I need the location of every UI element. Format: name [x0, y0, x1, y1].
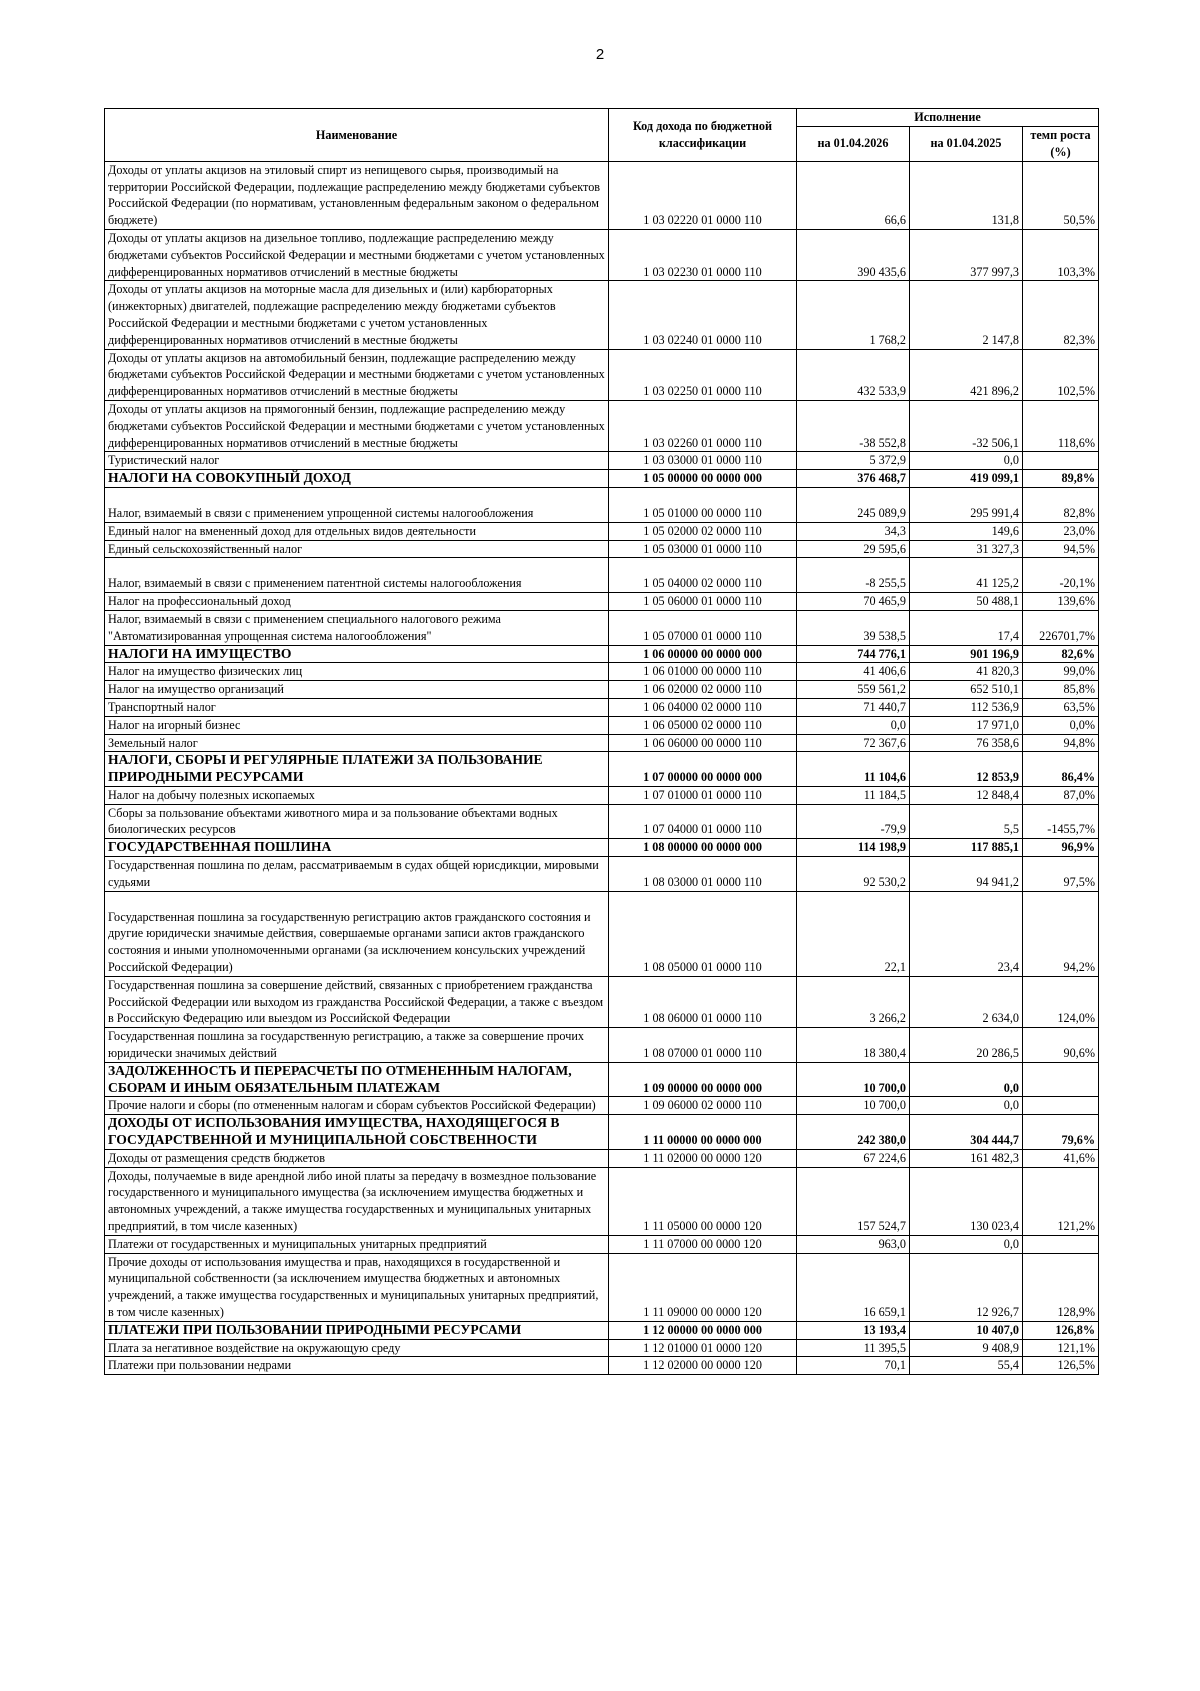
row-name: Налог, взимаемый в связи с применением патентной системы налогообложения	[105, 558, 609, 593]
table-row	[105, 540, 1099, 558]
row-value-2026: 11 395,5	[797, 1339, 910, 1357]
table-row	[105, 1235, 1099, 1253]
table-row	[105, 734, 1099, 752]
row-growth-rate: 139,6%	[1023, 593, 1099, 611]
row-code: 1 03 02220 01 0000 110	[609, 161, 797, 229]
table-row	[105, 1062, 1099, 1097]
row-code: 1 11 02000 00 0000 120	[609, 1149, 797, 1167]
row-value-2025: 5,5	[910, 804, 1023, 839]
row-code: 1 09 00000 00 0000 000	[609, 1062, 797, 1097]
row-value-2025: 31 327,3	[910, 540, 1023, 558]
row-value-2026: -8 255,5	[797, 558, 910, 593]
row-value-2025: 161 482,3	[910, 1149, 1023, 1167]
row-code: 1 06 04000 02 0000 110	[609, 698, 797, 716]
row-name: Доходы от уплаты акцизов на моторные масла для дизельных и (или) карбюраторных (инжекторных) двигателей, подлежащие распределению между бюджетами субъектов Российской Федерации и местными бюджетами с учетом установленных дифференцированных нормативов отчислений в местные бюджеты	[105, 281, 609, 349]
table-row	[105, 1097, 1099, 1115]
row-value-2026: 963,0	[797, 1235, 910, 1253]
table-row	[105, 558, 1099, 593]
row-value-2026: 72 367,6	[797, 734, 910, 752]
row-name: Сборы за пользование объектами животного мира и за пользование объектами водных биологических ресурсов	[105, 804, 609, 839]
row-value-2026: 559 561,2	[797, 681, 910, 699]
row-name: ПЛАТЕЖИ ПРИ ПОЛЬЗОВАНИИ ПРИРОДНЫМИ РЕСУРСАМИ	[105, 1321, 609, 1339]
row-value-2025: 41 820,3	[910, 663, 1023, 681]
row-value-2025: 117 885,1	[910, 839, 1023, 857]
row-name: НАЛОГИ НА СОВОКУПНЫЙ ДОХОД	[105, 470, 609, 488]
row-value-2026: 5 372,9	[797, 452, 910, 470]
row-code: 1 06 06000 00 0000 110	[609, 734, 797, 752]
row-name: Налог на добычу полезных ископаемых	[105, 786, 609, 804]
row-value-2025: 76 358,6	[910, 734, 1023, 752]
row-code: 1 12 02000 00 0000 120	[609, 1357, 797, 1375]
row-code: 1 03 02260 01 0000 110	[609, 400, 797, 451]
row-value-2026: 376 468,7	[797, 470, 910, 488]
row-growth-rate: -1455,7%	[1023, 804, 1099, 839]
row-value-2026: 10 700,0	[797, 1062, 910, 1097]
row-code: 1 08 07000 01 0000 110	[609, 1028, 797, 1063]
row-value-2025: 0,0	[910, 1097, 1023, 1115]
row-name: ЗАДОЛЖЕННОСТЬ И ПЕРЕРАСЧЕТЫ ПО ОТМЕНЕННЫМ НАЛОГАМ, СБОРАМ И ИНЫМ ОБЯЗАТЕЛЬНЫМ ПЛАТЕЖАМ	[105, 1062, 609, 1097]
row-value-2026: 70 465,9	[797, 593, 910, 611]
table-row	[105, 487, 1099, 522]
row-growth-rate: -20,1%	[1023, 558, 1099, 593]
table-row	[105, 281, 1099, 349]
row-code: 1 07 01000 01 0000 110	[609, 786, 797, 804]
table-header	[105, 109, 1099, 162]
row-code: 1 03 02240 01 0000 110	[609, 281, 797, 349]
page-number: 2	[595, 46, 605, 63]
row-value-2026: 10 700,0	[797, 1097, 910, 1115]
table-row	[105, 698, 1099, 716]
table-row	[105, 349, 1099, 400]
row-name: Налог на игорный бизнес	[105, 716, 609, 734]
row-growth-rate: 94,2%	[1023, 891, 1099, 976]
row-value-2025: 131,8	[910, 161, 1023, 229]
row-name: Налог на имущество организаций	[105, 681, 609, 699]
row-value-2025: 0,0	[910, 452, 1023, 470]
row-value-2025: 50 488,1	[910, 593, 1023, 611]
row-growth-rate: 94,8%	[1023, 734, 1099, 752]
table-row	[105, 522, 1099, 540]
row-value-2025: 2 634,0	[910, 976, 1023, 1027]
row-name: Доходы от уплаты акцизов на дизельное топливо, подлежащие распределению между бюджетами субъектов Российской Федерации и местными бюджетами с учетом установленных дифференцированных нормативов отчислений в местные бюджеты	[105, 229, 609, 280]
row-growth-rate: 89,8%	[1023, 470, 1099, 488]
row-value-2026: -38 552,8	[797, 400, 910, 451]
row-code: 1 11 09000 00 0000 120	[609, 1253, 797, 1321]
row-value-2025: 0,0	[910, 1062, 1023, 1097]
row-value-2025: 112 536,9	[910, 698, 1023, 716]
row-value-2026: 157 524,7	[797, 1167, 910, 1235]
row-name: Государственная пошлина по делам, рассматриваемым в судах общей юрисдикции, мировыми судьями	[105, 857, 609, 892]
row-value-2026: 71 440,7	[797, 698, 910, 716]
table-row	[105, 452, 1099, 470]
row-growth-rate: 87,0%	[1023, 786, 1099, 804]
row-code: 1 08 05000 01 0000 110	[609, 891, 797, 976]
row-value-2026: 114 198,9	[797, 839, 910, 857]
row-value-2026: 1 768,2	[797, 281, 910, 349]
row-growth-rate	[1023, 1062, 1099, 1097]
table-row	[105, 716, 1099, 734]
row-growth-rate: 97,5%	[1023, 857, 1099, 892]
row-code: 1 05 02000 02 0000 110	[609, 522, 797, 540]
row-name: Налог, взимаемый в связи с применением упрощенной системы налогообложения	[105, 487, 609, 522]
row-value-2026: 432 533,9	[797, 349, 910, 400]
row-growth-rate: 226701,7%	[1023, 610, 1099, 645]
row-code: 1 11 05000 00 0000 120	[609, 1167, 797, 1235]
row-growth-rate: 99,0%	[1023, 663, 1099, 681]
row-growth-rate: 96,9%	[1023, 839, 1099, 857]
row-name: Прочие налоги и сборы (по отмененным налогам и сборам субъектов Российской Федерации)	[105, 1097, 609, 1115]
table-row	[105, 786, 1099, 804]
row-value-2025: 94 941,2	[910, 857, 1023, 892]
row-name: Доходы от уплаты акцизов на прямогонный бензин, подлежащие распределению между бюджетами субъектов Российской Федерации и местными бюджетами с учетом установленных дифференцированных нормативов отчислений в местные бюджеты	[105, 400, 609, 451]
row-name: Земельный налог	[105, 734, 609, 752]
table-row	[105, 1321, 1099, 1339]
row-name: Государственная пошлина за государственную регистрацию, а также за совершение прочих юридически значимых действий	[105, 1028, 609, 1063]
row-growth-rate: 102,5%	[1023, 349, 1099, 400]
row-value-2026: 16 659,1	[797, 1253, 910, 1321]
row-growth-rate: 63,5%	[1023, 698, 1099, 716]
row-code: 1 11 07000 00 0000 120	[609, 1235, 797, 1253]
row-name: НАЛОГИ НА ИМУЩЕСТВО	[105, 645, 609, 663]
table-row	[105, 891, 1099, 976]
header-execution: Исполнение	[797, 109, 1099, 127]
row-value-2025: 17 971,0	[910, 716, 1023, 734]
table-row	[105, 663, 1099, 681]
row-name: Прочие доходы от использования имущества и прав, находящихся в государственной и муниципальной собственности (за исключением имущества бюджетных и автономных учреждений, а также имущества государственных и муниципальных унитарных предприятий, в том числе казенных)	[105, 1253, 609, 1321]
row-value-2026: 66,6	[797, 161, 910, 229]
row-value-2026: -79,9	[797, 804, 910, 839]
table-row	[105, 976, 1099, 1027]
row-name: Единый сельскохозяйственный налог	[105, 540, 609, 558]
row-name: НАЛОГИ, СБОРЫ И РЕГУЛЯРНЫЕ ПЛАТЕЖИ ЗА ПОЛЬЗОВАНИЕ ПРИРОДНЫМИ РЕСУРСАМИ	[105, 752, 609, 787]
row-value-2025: -32 506,1	[910, 400, 1023, 451]
table-row	[105, 229, 1099, 280]
row-name: Платежи при пользовании недрами	[105, 1357, 609, 1375]
row-value-2026: 34,3	[797, 522, 910, 540]
row-growth-rate: 50,5%	[1023, 161, 1099, 229]
table-row	[105, 857, 1099, 892]
row-value-2025: 2 147,8	[910, 281, 1023, 349]
row-value-2025: 149,6	[910, 522, 1023, 540]
table-row	[105, 839, 1099, 857]
header-growth: темп роста (%)	[1023, 126, 1099, 161]
row-value-2026: 245 089,9	[797, 487, 910, 522]
row-value-2025: 17,4	[910, 610, 1023, 645]
row-code: 1 03 02230 01 0000 110	[609, 229, 797, 280]
row-growth-rate: 94,5%	[1023, 540, 1099, 558]
table-row	[105, 400, 1099, 451]
row-growth-rate: 82,6%	[1023, 645, 1099, 663]
row-name: Единый налог на вмененный доход для отдельных видов деятельности	[105, 522, 609, 540]
row-value-2026: 18 380,4	[797, 1028, 910, 1063]
table-row	[105, 1167, 1099, 1235]
row-value-2026: 0,0	[797, 716, 910, 734]
row-value-2026: 3 266,2	[797, 976, 910, 1027]
row-value-2025: 652 510,1	[910, 681, 1023, 699]
row-value-2025: 55,4	[910, 1357, 1023, 1375]
row-growth-rate: 126,5%	[1023, 1357, 1099, 1375]
row-value-2025: 9 408,9	[910, 1339, 1023, 1357]
row-value-2026: 92 530,2	[797, 857, 910, 892]
row-value-2025: 23,4	[910, 891, 1023, 976]
row-value-2026: 13 193,4	[797, 1321, 910, 1339]
table-row	[105, 593, 1099, 611]
table-row	[105, 1253, 1099, 1321]
row-code: 1 08 06000 01 0000 110	[609, 976, 797, 1027]
row-code: 1 11 00000 00 0000 000	[609, 1115, 797, 1150]
row-code: 1 06 05000 02 0000 110	[609, 716, 797, 734]
table-row	[105, 470, 1099, 488]
row-growth-rate: 118,6%	[1023, 400, 1099, 451]
row-code: 1 07 04000 01 0000 110	[609, 804, 797, 839]
row-code: 1 07 00000 00 0000 000	[609, 752, 797, 787]
row-growth-rate: 103,3%	[1023, 229, 1099, 280]
row-code: 1 05 03000 01 0000 110	[609, 540, 797, 558]
row-code: 1 06 01000 00 0000 110	[609, 663, 797, 681]
table-row	[105, 610, 1099, 645]
row-growth-rate	[1023, 452, 1099, 470]
table-row	[105, 1339, 1099, 1357]
row-value-2025: 304 444,7	[910, 1115, 1023, 1150]
row-name: Туристический налог	[105, 452, 609, 470]
row-name: Плата за негативное воздействие на окружающую среду	[105, 1339, 609, 1357]
row-code: 1 06 00000 00 0000 000	[609, 645, 797, 663]
row-code: 1 03 02250 01 0000 110	[609, 349, 797, 400]
row-value-2026: 29 595,6	[797, 540, 910, 558]
header-name: Наименование	[105, 109, 609, 162]
row-code: 1 05 01000 00 0000 110	[609, 487, 797, 522]
row-value-2026: 11 104,6	[797, 752, 910, 787]
row-value-2025: 41 125,2	[910, 558, 1023, 593]
row-code: 1 05 06000 01 0000 110	[609, 593, 797, 611]
table-row	[105, 1149, 1099, 1167]
table-row	[105, 1115, 1099, 1150]
row-code: 1 08 03000 01 0000 110	[609, 857, 797, 892]
row-value-2025: 12 853,9	[910, 752, 1023, 787]
row-name: Налог на профессиональный доход	[105, 593, 609, 611]
table-row	[105, 804, 1099, 839]
row-name: Платежи от государственных и муниципальных унитарных предприятий	[105, 1235, 609, 1253]
table-row	[105, 681, 1099, 699]
table-body	[105, 161, 1099, 1374]
table-row	[105, 752, 1099, 787]
row-code: 1 03 03000 01 0000 110	[609, 452, 797, 470]
row-growth-rate	[1023, 1097, 1099, 1115]
row-growth-rate: 128,9%	[1023, 1253, 1099, 1321]
row-name: Транспортный налог	[105, 698, 609, 716]
header-date-2026: на 01.04.2026	[797, 126, 910, 161]
header-date-2025: на 01.04.2025	[910, 126, 1023, 161]
row-value-2025: 0,0	[910, 1235, 1023, 1253]
row-name: Государственная пошлина за совершение действий, связанных с приобретением гражданства Российской Федерации или выходом из гражданства Российской Федерации, а также с въездом в Российскую Федерацию или выездом из Российской Федерации	[105, 976, 609, 1027]
row-growth-rate: 86,4%	[1023, 752, 1099, 787]
row-code: 1 05 04000 02 0000 110	[609, 558, 797, 593]
row-value-2026: 390 435,6	[797, 229, 910, 280]
row-growth-rate: 79,6%	[1023, 1115, 1099, 1150]
row-name: Доходы от уплаты акцизов на этиловый спирт из непищевого сырья, производимый на территории Российской Федерации, подлежащие распределению между бюджетами субъектов Российской Федерации (по нормативам, установленным федеральным законом о федеральном бюджете)	[105, 161, 609, 229]
row-name: Налог на имущество физических лиц	[105, 663, 609, 681]
row-code: 1 05 07000 01 0000 110	[609, 610, 797, 645]
row-name: ГОСУДАРСТВЕННАЯ ПОШЛИНА	[105, 839, 609, 857]
row-value-2025: 12 926,7	[910, 1253, 1023, 1321]
row-growth-rate: 41,6%	[1023, 1149, 1099, 1167]
row-growth-rate	[1023, 1235, 1099, 1253]
row-growth-rate: 85,8%	[1023, 681, 1099, 699]
row-value-2025: 901 196,9	[910, 645, 1023, 663]
row-value-2026: 41 406,6	[797, 663, 910, 681]
row-value-2025: 10 407,0	[910, 1321, 1023, 1339]
row-growth-rate: 124,0%	[1023, 976, 1099, 1027]
row-value-2026: 39 538,5	[797, 610, 910, 645]
row-growth-rate: 0,0%	[1023, 716, 1099, 734]
row-name: ДОХОДЫ ОТ ИСПОЛЬЗОВАНИЯ ИМУЩЕСТВА, НАХОДЯЩЕГОСЯ В ГОСУДАРСТВЕННОЙ И МУНИЦИПАЛЬНОЙ СОБСТВЕННОСТИ	[105, 1115, 609, 1150]
row-growth-rate: 121,2%	[1023, 1167, 1099, 1235]
row-value-2025: 377 997,3	[910, 229, 1023, 280]
row-value-2025: 295 991,4	[910, 487, 1023, 522]
row-growth-rate: 121,1%	[1023, 1339, 1099, 1357]
row-value-2026: 22,1	[797, 891, 910, 976]
row-growth-rate: 90,6%	[1023, 1028, 1099, 1063]
row-name: Доходы от уплаты акцизов на автомобильный бензин, подлежащие распределению между бюджетами субъектов Российской Федерации и местными бюджетами с учетом установленных дифференцированных нормативов отчислений в местные бюджеты	[105, 349, 609, 400]
row-value-2025: 419 099,1	[910, 470, 1023, 488]
row-code: 1 12 01000 01 0000 120	[609, 1339, 797, 1357]
row-value-2026: 744 776,1	[797, 645, 910, 663]
row-value-2025: 421 896,2	[910, 349, 1023, 400]
row-code: 1 05 00000 00 0000 000	[609, 470, 797, 488]
row-growth-rate: 82,3%	[1023, 281, 1099, 349]
row-value-2025: 12 848,4	[910, 786, 1023, 804]
row-code: 1 09 06000 02 0000 110	[609, 1097, 797, 1115]
row-name: Налог, взимаемый в связи с применением специального налогового режима "Автоматизированная упрощенная система налогообложения"	[105, 610, 609, 645]
row-growth-rate: 23,0%	[1023, 522, 1099, 540]
row-code: 1 08 00000 00 0000 000	[609, 839, 797, 857]
row-value-2026: 11 184,5	[797, 786, 910, 804]
row-value-2026: 242 380,0	[797, 1115, 910, 1150]
row-value-2025: 130 023,4	[910, 1167, 1023, 1235]
header-code: Код дохода по бюджетной классификации	[609, 109, 797, 162]
table-row	[105, 1028, 1099, 1063]
row-name: Доходы от размещения средств бюджетов	[105, 1149, 609, 1167]
row-growth-rate: 82,8%	[1023, 487, 1099, 522]
row-name: Государственная пошлина за государственную регистрацию актов гражданского состояния и другие юридически значимые действия, совершаемые органами записи актов гражданского состояния и иными уполномоченными органами (за исключением консульских учреждений Российской Федерации)	[105, 891, 609, 976]
table-row	[105, 1357, 1099, 1375]
row-value-2026: 70,1	[797, 1357, 910, 1375]
row-value-2025: 20 286,5	[910, 1028, 1023, 1063]
table-row	[105, 645, 1099, 663]
row-value-2026: 67 224,6	[797, 1149, 910, 1167]
row-code: 1 06 02000 02 0000 110	[609, 681, 797, 699]
revenue-table	[104, 108, 1099, 1375]
row-growth-rate: 126,8%	[1023, 1321, 1099, 1339]
table-row	[105, 161, 1099, 229]
row-code: 1 12 00000 00 0000 000	[609, 1321, 797, 1339]
row-name: Доходы, получаемые в виде арендной либо иной платы за передачу в возмездное пользование государственного и муниципального имущества (за исключением имущества бюджетных и автономных учреждений, а также имущества государственных и муниципальных унитарных предприятий, в том числе казенных)	[105, 1167, 609, 1235]
